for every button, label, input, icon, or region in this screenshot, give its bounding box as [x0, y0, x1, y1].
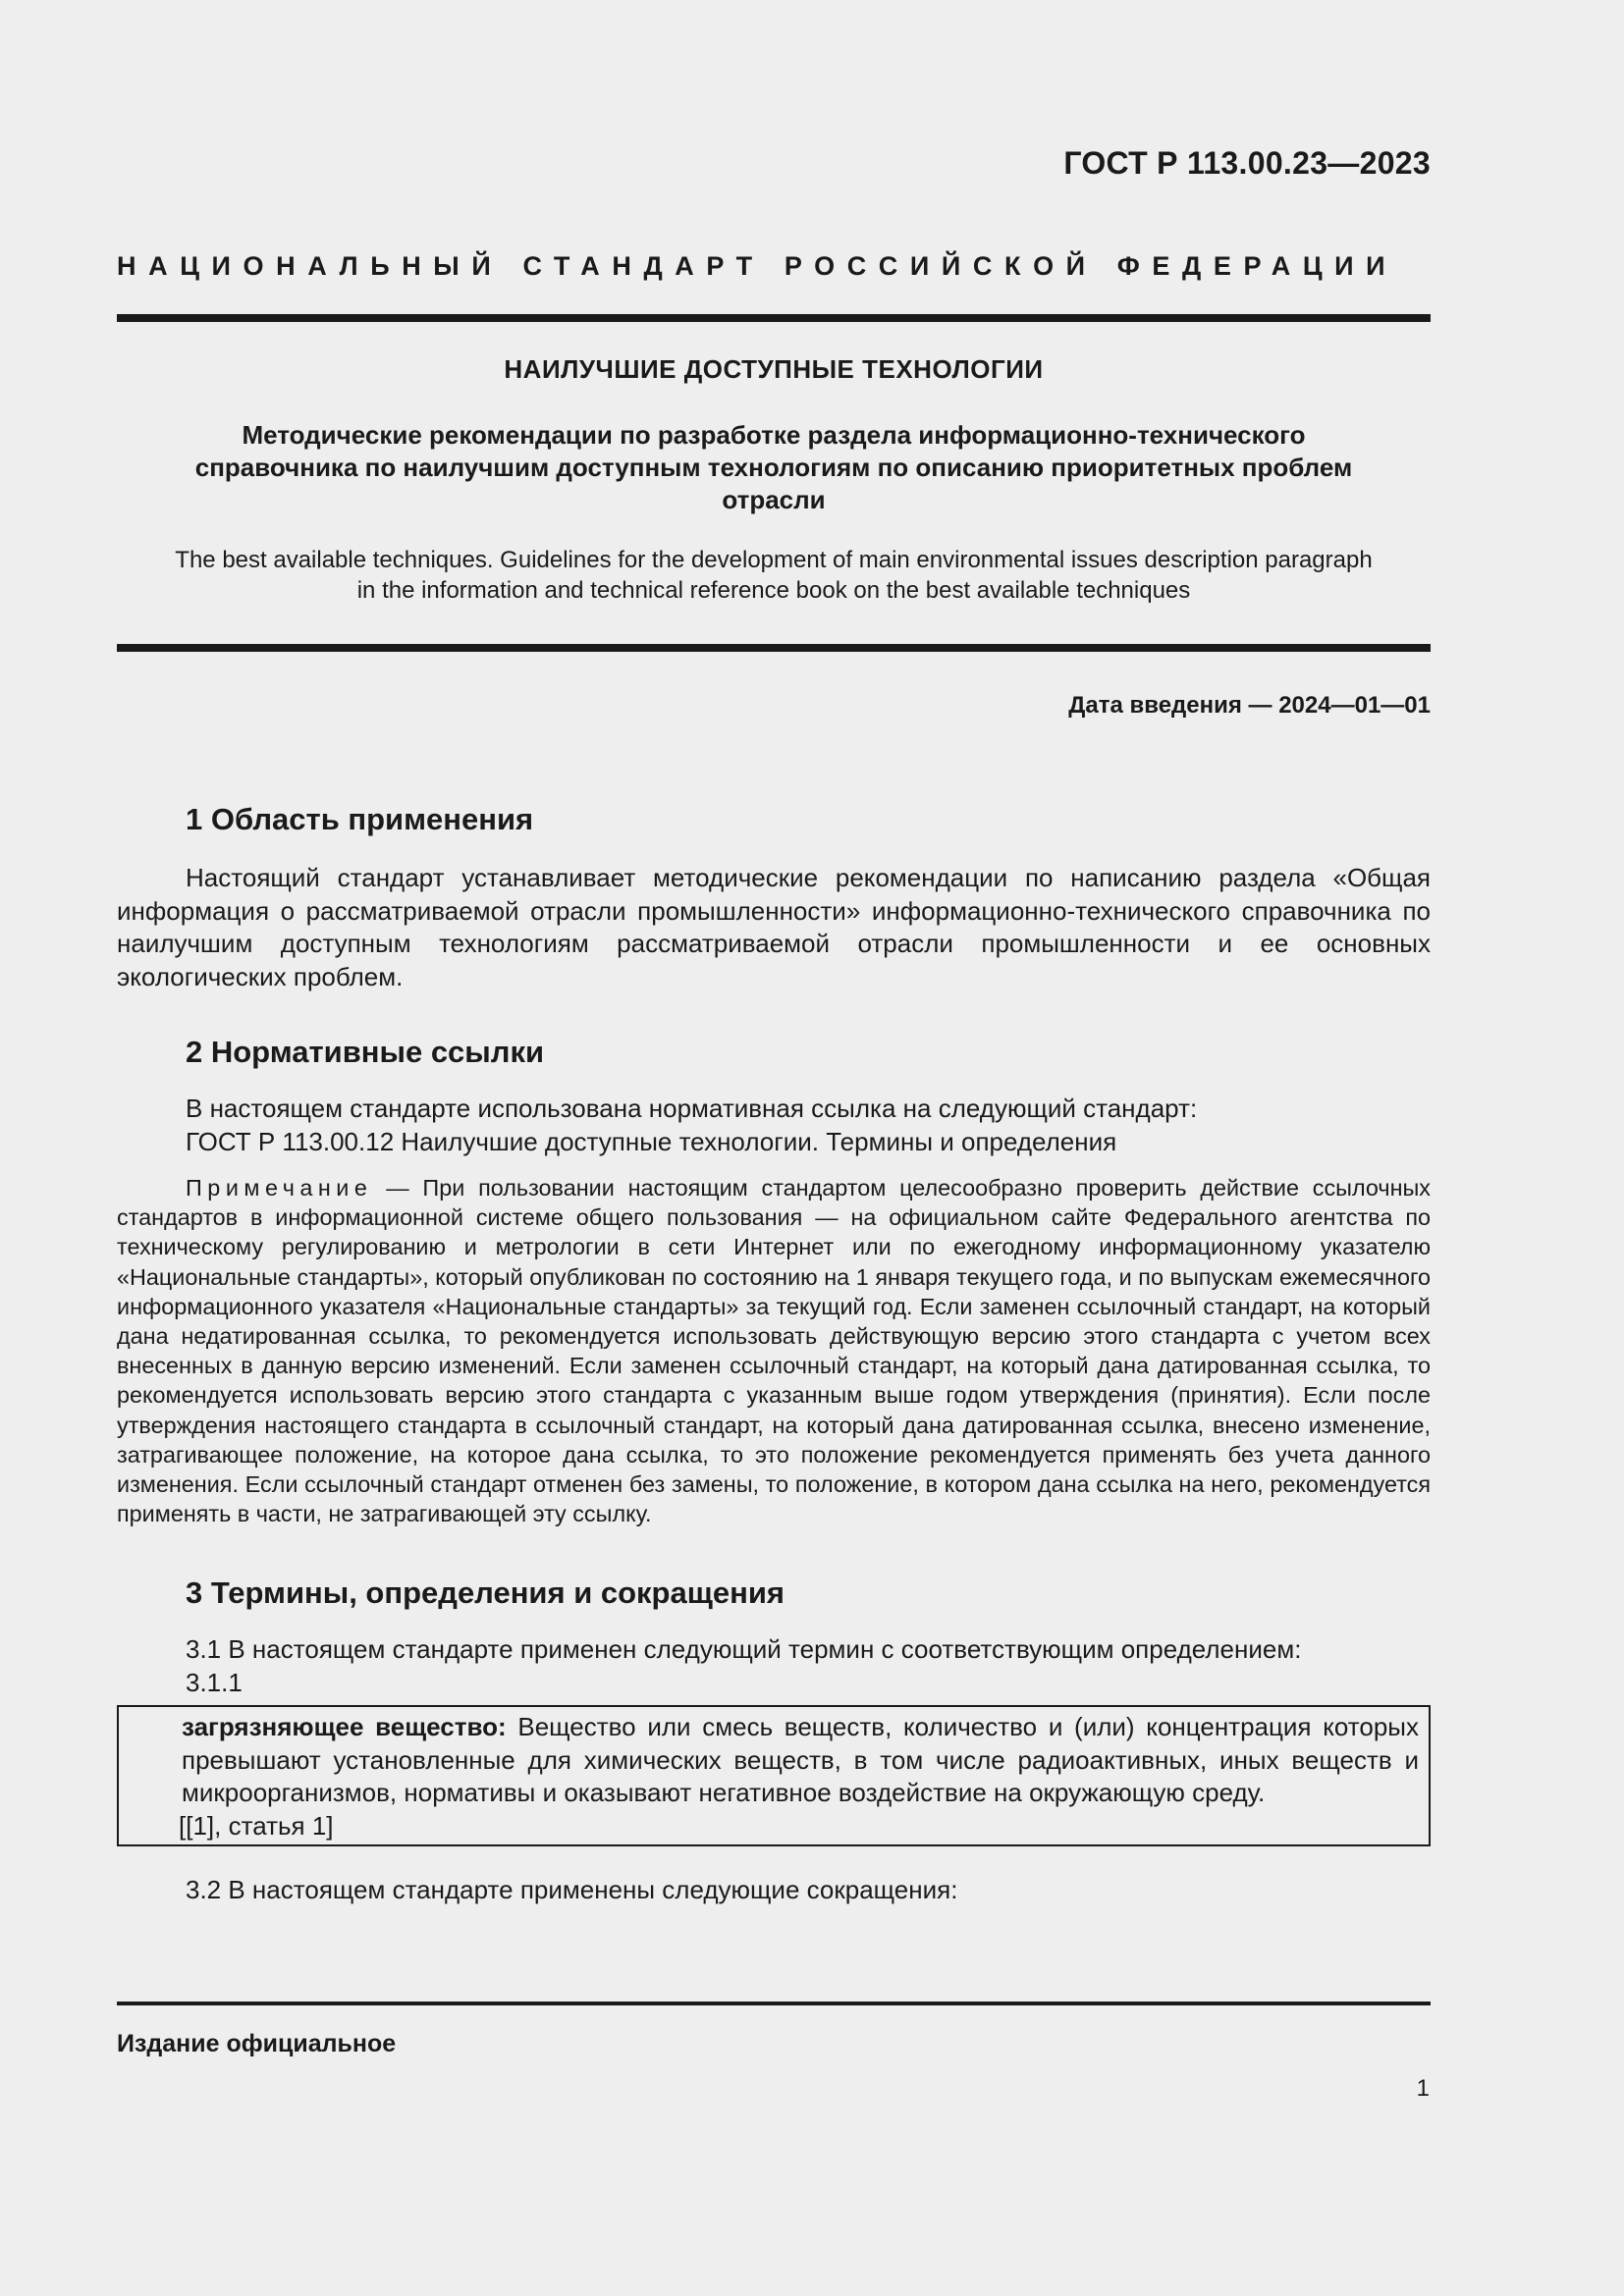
section-2-heading: 2 Нормативные ссылки [186, 1035, 545, 1069]
note-text: — При пользовании настоящим стандартом целесообразно проверить действие ссылочных стандартов в информационной системе общего пользования — на официальном сайте Федерального агентства по техническому регулированию и метрологии в сети Интернет или по ежегодному информационному указателю «Национальные стандарты», который опубликован по состоянию на 1 января текущего года, и по выпускам ежемесячного информационного указателя «Национальные стандарты» за текущий год. Если заменен ссылочный стандарт, на который дана недатированная ссылка, то рекомендуется использовать действующую версию этого стандарта с учетом всех внесенных в данную версию изменений. Если заменен ссылочный стандарт, на который дана датированная ссылка, то рекомендуется использовать версию этого стандарта с указанным выше годом утверждения (принятия). Если после утверждения настоящего стандарта в ссылочный стандарт, на который дана датированная ссылка, внесено изменение, затрагивающее положение, на которое дана ссылка, то это положение рекомендуется применять без учета данного изменения. Если ссылочный стандарт отменен без замены, то положение, в котором дана ссылка на него, рекомендуется применять в части, не затрагивающей эту ссылку. [117, 1175, 1431, 1527]
note-label: Примечание [186, 1175, 373, 1201]
subtitle-line: справочника по наилучшим доступным технологиям по описанию приоритетных проблем [194, 453, 1353, 482]
definition-text [182, 1711, 1419, 1810]
top-divider [117, 314, 1431, 322]
clause-3-1: 3.1 В настоящем стандарте применен следующий термин с соответствующим определением: [186, 1634, 1302, 1664]
definition-box [117, 1705, 1431, 1846]
section-3-heading: 3 Термины, определения и сокращения [186, 1575, 785, 1610]
section-1-heading: 1 Область применения [186, 802, 534, 836]
title-bottom-divider [117, 644, 1431, 652]
page-number: 1 [1416, 2075, 1430, 2102]
clause-3-2: 3.2 В настоящем стандарте применены следующие сокращения: [186, 1875, 958, 1904]
subtitle-line: Методические рекомендации по разработке раздела информационно-технического [242, 420, 1306, 450]
english-title [117, 545, 1431, 606]
subtitle-line: отрасли [722, 485, 826, 514]
national-standard-banner: НАЦИОНАЛЬНЫЙ СТАНДАРТ РОССИЙСКОЙ ФЕДЕРАЦИИ [117, 251, 1398, 281]
document-number: ГОСТ Р 113.00.23—2023 [1063, 145, 1431, 181]
section-2-reference: ГОСТ Р 113.00.12 Наилучшие доступные технологии. Термины и определения [186, 1127, 1117, 1156]
introduction-date: Дата введения — 2024—01—01 [1068, 692, 1431, 719]
defined-term: загрязняющее вещество: [182, 1712, 507, 1741]
english-title-line: in the information and technical reference book on the best available techniques [356, 577, 1191, 604]
definition-reference: [[1], статья 1] [179, 1810, 334, 1841]
footer-divider [117, 2002, 1431, 2005]
english-title-line: The best available techniques. Guidelines for the development of main environmental issues description paragraph [175, 547, 1373, 573]
section-2-line-1: В настоящем стандарте использована нормативная ссылка на следующий стандарт: [186, 1094, 1198, 1123]
section-1-text: Настоящий стандарт устанавливает методические рекомендации по написанию раздела «Общая информация о рассматриваемой отрасли промышленности» информационно-технического справочника по наилучшим доступным технологиям рассматриваемой отрасли промышленности и ее основных экологических проблем. [117, 863, 1431, 991]
clause-3-1-1: 3.1.1 [186, 1668, 243, 1697]
main-title: НАИЛУЧШИЕ ДОСТУПНЫЕ ТЕХНОЛОГИИ [504, 354, 1044, 384]
subtitle [117, 419, 1431, 516]
section-2-note [117, 1173, 1431, 1528]
official-edition-label: Издание официальное [117, 2030, 397, 2057]
definition-body: Вещество или смесь веществ, количество и (или) концентрация которых превышают установленные для химических веществ, в том числе радиоактивных, иных веществ и микроорганизмов, нормативы и оказывают негативное воздействие на окружающую среду. [182, 1712, 1419, 1807]
